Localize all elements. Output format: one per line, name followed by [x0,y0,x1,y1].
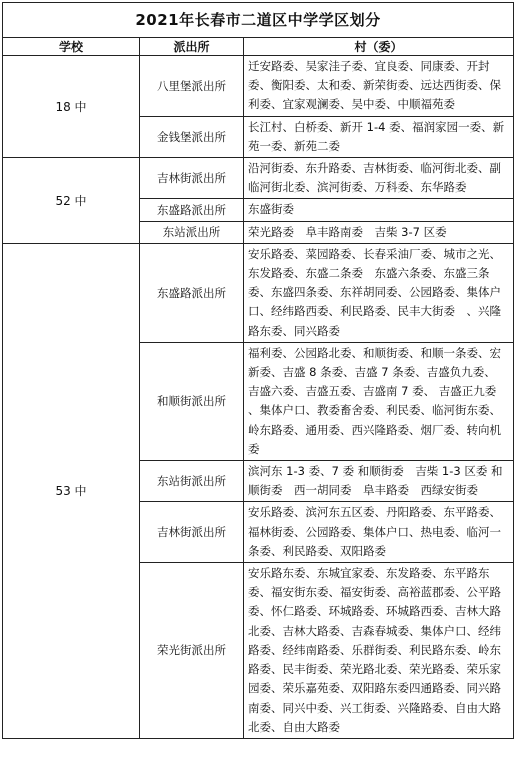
station-cell: 东站派出所 [140,221,244,243]
table-row [3,158,514,199]
station-cell: 东站街派出所 [140,461,244,502]
villages-cell: 滨河东 1-3 委、7 委 和顺街委 吉柴 1-3 区委 和顺街委 西一胡同委 阜丰路委 西绿安街委 [244,461,514,502]
header-villages: 村（委） [244,38,514,56]
villages-cell: 沿河街委、东升路委、吉林街委、临河街北委、副临河街北委、滨河街委、万科委、东华路委 [244,158,514,199]
station-cell: 金钱堡派出所 [140,116,244,157]
villages-cell: 东盛街委 [244,199,514,221]
header-station: 派出所 [140,38,244,56]
villages-cell: 福利委、公园路北委、和顺街委、和顺一条委、宏新委、吉盛 8 条委、吉盛 7 条委、吉盛负九委、吉盛六委、吉盛五委、吉盛南 7 委、 吉盛正九委 、集体户口、教委畜舍委、利民委、临河街东委、岭东路委、通用委、西兴隆路委、烟厂委、转向机委 [244,342,514,460]
station-cell: 吉林街派出所 [140,502,244,563]
station-cell: 八里堡派出所 [140,56,244,117]
station-cell: 吉林街派出所 [140,158,244,199]
station-cell: 和顺街派出所 [140,342,244,460]
villages-cell: 长江村、白桥委、新开 1-4 委、福润家园一委、新苑一委、新苑二委 [244,116,514,157]
station-cell: 东盛路派出所 [140,199,244,221]
station-cell: 东盛路派出所 [140,243,244,342]
document-title: 2021年长春市二道区中学学区划分 [2,2,514,37]
table-header-row [3,38,514,56]
station-cell: 荣光街派出所 [140,563,244,739]
school-cell: 52 中 [3,158,140,244]
villages-cell: 安乐路委、滨河东五区委、丹阳路委、东平路委、福林街委、公园路委、集体户口、热电委、临河一条委、利民路委、双阳路委 [244,502,514,563]
school-cell: 18 中 [3,56,140,158]
zoning-table [2,37,514,739]
villages-cell: 安乐路东委、东城宜家委、东发路委、东平路东委、福安街东委、福安街委、高裕蓝郡委、公平路委、怀仁路委、环城路委、环城路西委、吉林大路北委、吉林大路委、吉森春城委、集体户口、经纬路委、经纬南路委、乐群街委、利民路东委、岭东路委、民丰街委、荣光路北委、荣光路委、荣乐家园委、荣乐嘉苑委、双阳路东委四通路委、同兴路南委、同兴中委、兴工街委、兴隆路委、自由大路北委、自由大路委 [244,563,514,739]
villages-cell: 安乐路委、菜园路委、长春采油厂委、城市之光、东发路委、东盛二条委 东盛六条委、东盛三条委、东盛四条委、东祥胡同委、公园路委、集体户口、经纬路西委、利民路委、民丰大街委 、兴隆路东委、同兴路委 [244,243,514,342]
table-row [3,243,514,342]
header-school: 学校 [3,38,140,56]
school-cell: 53 中 [3,243,140,738]
table-row [3,56,514,117]
villages-cell: 迁安路委、吴家洼子委、宜良委、同康委、开封委、衡阳委、太和委、新荣街委、远达西街委、保利委、宜家观澜委、吴中委、中顺福苑委 [244,56,514,117]
villages-cell: 荣光路委 阜丰路南委 吉柴 3-7 区委 [244,221,514,243]
